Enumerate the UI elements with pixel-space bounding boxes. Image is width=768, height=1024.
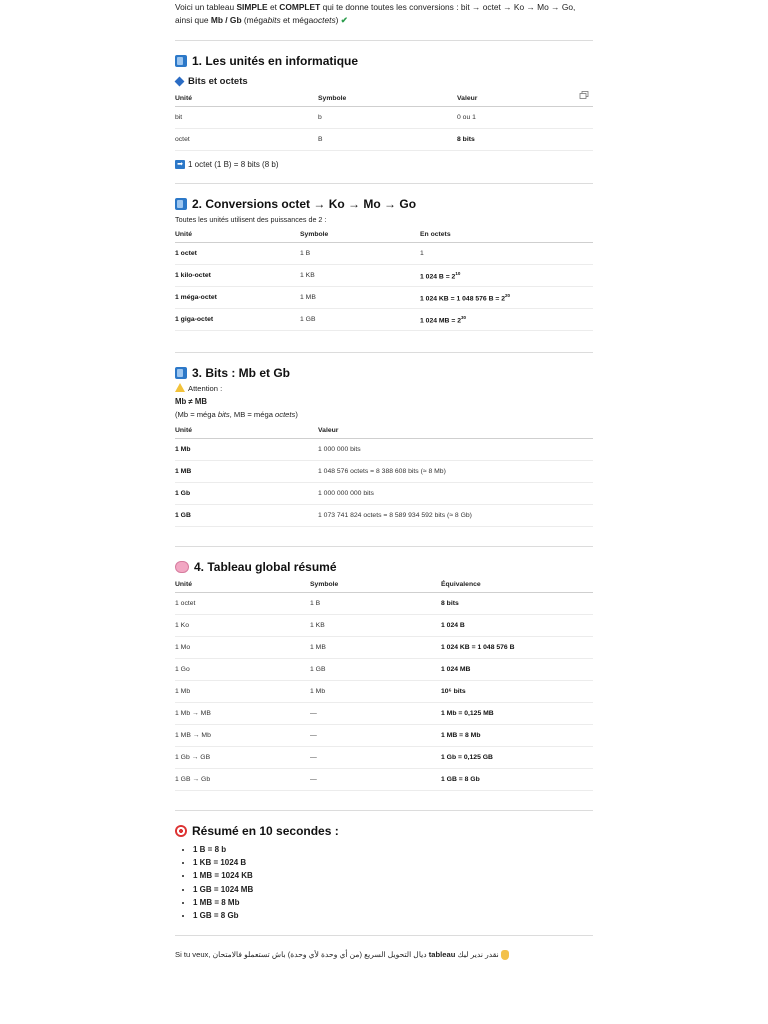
table-row (175, 659, 593, 681)
table-cell: 1 Mb (175, 439, 318, 461)
table-row (175, 703, 593, 725)
divider (175, 40, 593, 41)
table-cell: 1 000 000 bits (318, 439, 593, 461)
intro-bold-complet: COMPLET (279, 2, 321, 12)
table-cell: 1 GB → Gb (175, 769, 310, 791)
footer-bold-tableau: tableau (428, 950, 456, 960)
table-cell: — (310, 703, 441, 725)
table-row (175, 681, 593, 703)
table-cell: 1 MB → Mb (175, 725, 310, 747)
summary-table-body (175, 593, 593, 791)
exponent: 30 (461, 314, 467, 320)
section-title: 1. Les unités en informatique (192, 54, 359, 68)
section-intro-text: Toutes les unités utilisent des puissances de 2 : (175, 215, 327, 224)
table-header-row (175, 91, 593, 107)
table-row (175, 287, 593, 309)
table-row (175, 747, 593, 769)
section-heading-summary-table (175, 560, 593, 574)
table-cell (420, 309, 593, 331)
column-header: Unité (175, 91, 318, 107)
table-cell: 1 KB (310, 615, 441, 637)
cell-text: 1 024 MB = 2 (420, 317, 461, 325)
table-row (175, 483, 593, 505)
intro-bold-mbgb: Mb / Gb (210, 15, 242, 25)
table-cell: b (318, 107, 457, 129)
conversion-note (175, 160, 593, 169)
table-cell: bit (175, 107, 318, 129)
table-cell: 1 (420, 243, 593, 265)
table-cell: 8 bits (441, 593, 593, 615)
table-row (175, 129, 593, 151)
intro-text: qui te donne toutes les conversions : bit → octet → Ko → Mo → Go, (320, 2, 576, 12)
column-header: Unité (175, 577, 310, 593)
table-row (175, 593, 593, 615)
table-cell: 1 024 KB = 1 048 576 B (441, 637, 593, 659)
table-cell: 1 Mb (175, 681, 310, 703)
intro-text: Voici un tableau (175, 2, 237, 12)
section-heading-bits (175, 366, 593, 380)
table-cell: 1 octet (175, 243, 300, 265)
hand-pointing-icon (501, 950, 509, 960)
divider (175, 183, 593, 184)
table-cell: 1 octet (175, 593, 310, 615)
subheading-text: Bits et octets (188, 76, 248, 87)
intro-text: et (267, 2, 280, 12)
table-cell: 1 Go (175, 659, 310, 681)
table-row (175, 769, 593, 791)
blue-diamond-icon (175, 77, 185, 87)
exponent: 20 (505, 292, 511, 298)
table-cell: 1 KB (300, 265, 420, 287)
warning-icon (175, 383, 185, 392)
table-row (175, 637, 593, 659)
table-cell: 1 GB (300, 309, 420, 331)
table-cell: — (310, 747, 441, 769)
note-text: 1 octet (1 B) = 8 bits (8 b) (188, 160, 279, 169)
cell-text: 1 024 B = 2 (420, 273, 456, 281)
list-item: • 1 GB = 8 Gb (193, 909, 593, 922)
column-header: Unité (175, 423, 318, 439)
table-cell: 1 024 B (441, 615, 593, 637)
table-row (175, 505, 593, 527)
table-row (175, 615, 593, 637)
units-table (175, 91, 593, 151)
attention-text: Attention : (188, 384, 223, 393)
brain-icon (175, 561, 189, 573)
column-header: Symbole (310, 577, 441, 593)
table-cell: 1 Mb (310, 681, 441, 703)
right-arrow-icon: ➡ (175, 160, 185, 169)
list-item: • 1 B = 8 b (193, 843, 593, 856)
intro-paragraph (175, 1, 593, 27)
divider (175, 935, 593, 936)
table-cell: 1 GB (310, 659, 441, 681)
table-cell: 1 024 MB (441, 659, 593, 681)
mb-not-equal-text: Mb ≠ MB (175, 397, 207, 406)
intro-text: (méga (241, 15, 268, 25)
blue-book-icon (175, 367, 187, 379)
list-item: • 1 GB = 1024 MB (193, 883, 593, 896)
column-header: En octets (420, 227, 593, 243)
table-row (175, 461, 593, 483)
intro-text: ) (335, 15, 339, 25)
table-row (175, 107, 593, 129)
cell-text: 1 024 KB = 1 048 576 B = 2 (420, 295, 506, 303)
blue-book-icon (175, 55, 187, 67)
list-item: • 1 MB = 8 Mb (193, 896, 593, 909)
footer-text: Si tu veux, (175, 950, 213, 960)
divider (175, 546, 593, 547)
section-heading-units (175, 54, 593, 68)
column-header: Équivalence (441, 577, 593, 593)
column-header: Symbole (318, 91, 457, 107)
bits-table (175, 423, 593, 527)
conversions-table (175, 227, 593, 331)
table-header-row (175, 423, 593, 439)
table-row (175, 265, 593, 287)
table-row (175, 725, 593, 747)
definition-italic: bits (217, 410, 230, 419)
table-cell: 1 Mb = 0,125 MB (441, 703, 593, 725)
footer-paragraph (175, 949, 593, 961)
table-header-row (175, 577, 593, 593)
table-row (175, 309, 593, 331)
section-title: 3. Bits : Mb et Gb (192, 366, 291, 380)
target-icon (175, 825, 187, 837)
attention-line (175, 382, 593, 395)
table-cell: 1 GB = 8 Gb (441, 769, 593, 791)
column-header: Valeur (457, 91, 593, 107)
table-cell: — (310, 725, 441, 747)
list-item: • 1 KB = 1024 B (193, 856, 593, 869)
table-cell: 1 MB (175, 461, 318, 483)
section-title: Résumé en 10 secondes : (192, 824, 339, 838)
footer-rtl-text (213, 950, 499, 959)
table-cell: octet (175, 129, 318, 151)
table-cell: 1 giga-octet (175, 309, 300, 331)
table-cell: 1 B (310, 593, 441, 615)
footer-rtl-part: نقدر ندير ليك (455, 950, 499, 960)
table-cell: 1 Gb (175, 483, 318, 505)
divider (175, 352, 593, 353)
footer-rtl-part: ديال التحويل السريع (من أي وحدة لأي وحدة) باش تستعملو فالامتحان (212, 950, 429, 960)
table-cell: 1 MB = 8 Mb (441, 725, 593, 747)
divider (175, 810, 593, 811)
table-cell: — (310, 769, 441, 791)
table-cell: 1 Mo (175, 637, 310, 659)
table-cell: 1 MB (310, 637, 441, 659)
table-cell: 8 bits (457, 129, 593, 151)
section-title: 4. Tableau global résumé (194, 560, 337, 574)
column-header: Unité (175, 227, 300, 243)
table-cell (420, 287, 593, 309)
table-cell: 1 073 741 824 octets = 8 589 934 592 bits (≈ 8 Gb) (318, 505, 593, 527)
table-cell: 0 ou 1 (457, 107, 593, 129)
copy-icon[interactable] (579, 91, 589, 99)
table-cell: 1 GB (175, 505, 318, 527)
summary-table (175, 577, 593, 791)
table-row (175, 243, 593, 265)
check-icon: ✔ (340, 15, 348, 25)
intro-italic: bits (267, 15, 281, 25)
table-header-row (175, 227, 593, 243)
definition-text: ) (295, 410, 298, 419)
subheading-bits-octets (175, 76, 593, 87)
table-cell: B (318, 129, 457, 151)
table-cell: 1 Ko (175, 615, 310, 637)
table-cell: 1 Mb → MB (175, 703, 310, 725)
table-cell: 1 méga-octet (175, 287, 300, 309)
intro-italic: octets (313, 15, 336, 25)
list-item: • 1 MB = 1024 KB (193, 869, 593, 882)
intro-text: et méga (280, 15, 314, 25)
table-cell: 1 kilo-octet (175, 265, 300, 287)
table-cell: 1 MB (300, 287, 420, 309)
quick-summary-list (175, 843, 593, 922)
table-row (175, 439, 593, 461)
blue-book-icon (175, 198, 187, 210)
exponent: 10 (455, 270, 461, 276)
table-cell: 1 Gb = 0,125 GB (441, 747, 593, 769)
table-cell: 1 Gb → GB (175, 747, 310, 769)
section-heading-quick-summary (175, 824, 593, 838)
mb-definition (175, 408, 593, 421)
section-title: 2. Conversions octet → Ko → Mo → Go (192, 197, 417, 211)
chat-message-content (175, 0, 593, 961)
table-wrapper-units (175, 91, 593, 151)
intro-text: ainsi que (175, 15, 211, 25)
definition-text: , MB = méga (229, 410, 276, 419)
table-cell (420, 265, 593, 287)
intro-bold-simple: SIMPLE (236, 2, 268, 12)
definition-italic: octets (275, 410, 296, 419)
table-cell: 1 000 000 000 bits (318, 483, 593, 505)
definition-text: (Mb = méga (175, 410, 218, 419)
section-heading-conversions (175, 197, 593, 211)
table-cell: 10⁶ bits (441, 681, 593, 703)
column-header: Valeur (318, 423, 593, 439)
table-cell: 1 B (300, 243, 420, 265)
column-header: Symbole (300, 227, 420, 243)
table-cell: 1 048 576 octets = 8 388 608 bits (≈ 8 Mb) (318, 461, 593, 483)
